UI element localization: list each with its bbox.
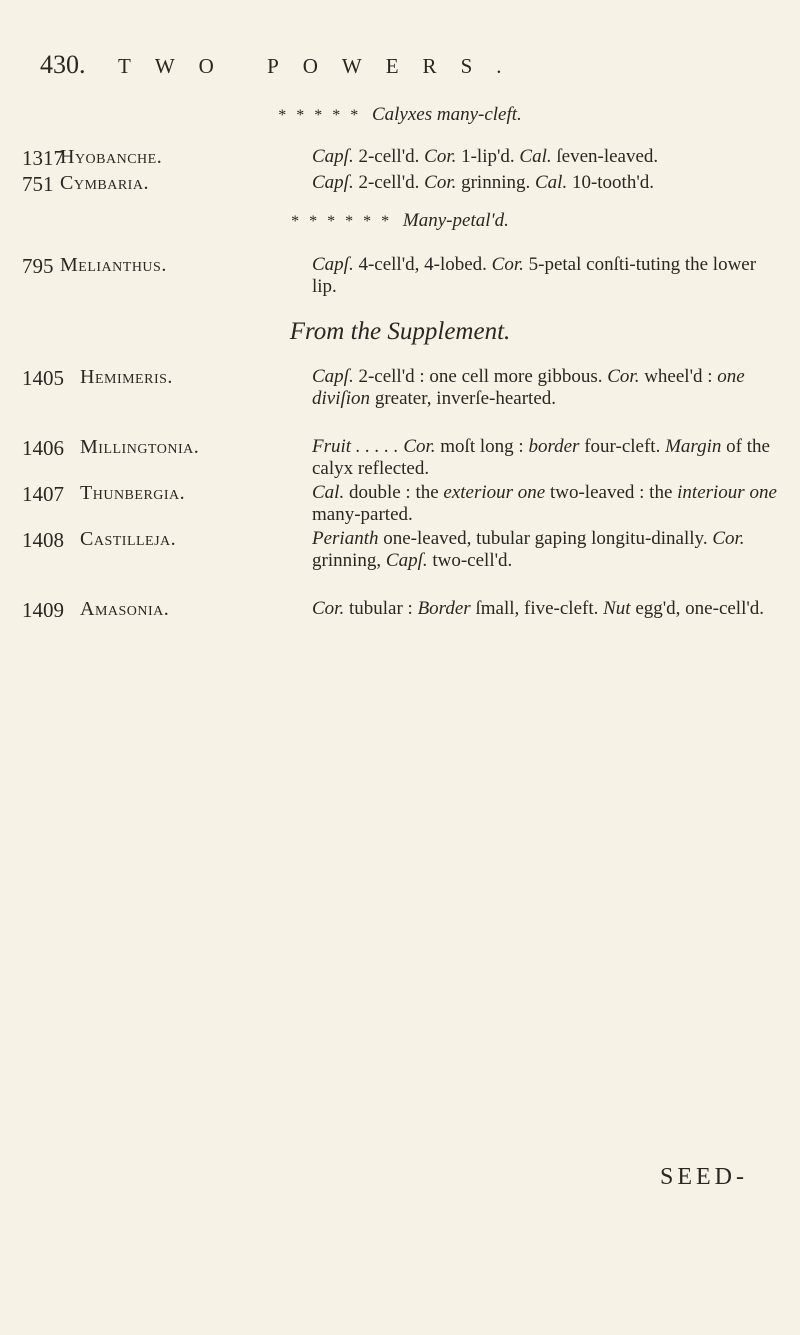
- page-header: [40, 42, 760, 82]
- desc-italic: Capſ.: [385, 550, 428, 571]
- desc-text: wheel'd :: [639, 366, 718, 387]
- entry-number: 795: [22, 254, 54, 278]
- entry-number: 1408: [22, 528, 64, 552]
- running-title: TWO POWERS.: [118, 54, 526, 78]
- desc-text: of the calyx reflected.: [312, 436, 770, 479]
- catchword: SEED-: [660, 1164, 748, 1190]
- section-title: Many-petal'd.: [402, 210, 509, 231]
- supplement-heading: From the Supplement.: [289, 318, 511, 345]
- section-title: Calyxes many-cleft.: [371, 104, 522, 125]
- genus-name: Cymbaria.: [60, 172, 149, 194]
- entry-description: [312, 172, 780, 194]
- desc-text: greater, inverſe-hearted.: [370, 388, 557, 409]
- desc-abbrev: Capſ.: [312, 146, 354, 167]
- entry-description: [312, 254, 780, 298]
- desc-text: 2-cell'd : one cell more gibbous.: [353, 366, 608, 387]
- desc-text: grinning.: [456, 172, 535, 193]
- entry-description: [312, 366, 780, 410]
- section-stars: * * * * *: [278, 107, 362, 124]
- desc-abbrev: Capſ.: [312, 172, 354, 193]
- desc-italic: exteriour one: [443, 482, 546, 503]
- entry-number: 1317: [22, 146, 64, 170]
- genus-name: Thunbergia.: [80, 482, 186, 504]
- desc-italic: Border: [417, 598, 471, 619]
- desc-text: one-leaved, tubular gaping longitu-dinally.: [378, 528, 713, 549]
- genus-name: Hemimeris.: [80, 366, 173, 388]
- genus-name: Melianthus.: [60, 254, 167, 276]
- desc-text: ſeven-leaved.: [551, 146, 659, 167]
- desc-abbrev: Cor.: [424, 146, 457, 167]
- desc-text: ſmall, five-cleft.: [470, 598, 604, 619]
- genus-name: Castilleja.: [80, 528, 177, 550]
- entry-number: 1406: [22, 436, 64, 460]
- desc-text: two-cell'd.: [427, 550, 513, 571]
- desc-text: double : the: [344, 482, 444, 503]
- desc-abbrev: Cal.: [519, 146, 552, 167]
- genus-name: Amasonia.: [80, 598, 170, 620]
- desc-text: many-parted.: [312, 504, 413, 525]
- desc-italic: Cal.: [312, 482, 345, 503]
- desc-italic: interiour one: [677, 482, 777, 503]
- entry-description: [312, 146, 780, 168]
- desc-italic: Margin: [665, 436, 722, 457]
- desc-text: tubular :: [344, 598, 418, 619]
- desc-italic: border: [528, 436, 580, 457]
- entry-number: 1405: [22, 366, 64, 390]
- desc-abbrev: Cor.: [424, 172, 457, 193]
- desc-italic: Cor.: [403, 436, 436, 457]
- desc-text: four-cleft.: [579, 436, 666, 457]
- entry-description: [312, 482, 780, 526]
- section-heading-many-petald: [0, 210, 800, 232]
- desc-italic: Nut: [603, 598, 631, 619]
- genus-name: Millingtonia.: [80, 436, 200, 458]
- entry-description: [312, 598, 780, 620]
- entry-description: [312, 528, 780, 572]
- desc-text: egg'd, one-cell'd.: [630, 598, 765, 619]
- desc-italic: Perianth: [312, 528, 379, 549]
- desc-text: 10-tooth'd.: [567, 172, 655, 193]
- entry-number: 751: [22, 172, 54, 196]
- desc-abbrev: Cor.: [491, 254, 524, 275]
- entry-description: [312, 436, 780, 480]
- desc-abbrev: Capſ.: [312, 254, 354, 275]
- desc-text: grinning,: [312, 550, 386, 571]
- desc-text: moſt long :: [435, 436, 529, 457]
- desc-italic: Cor.: [607, 366, 640, 387]
- desc-italic: one diviſion: [312, 366, 745, 409]
- section-heading-calyxes: [0, 104, 800, 126]
- desc-italic: Capſ.: [312, 366, 354, 387]
- desc-italic: Cor.: [312, 598, 345, 619]
- desc-text: 4-cell'd, 4-lobed.: [353, 254, 492, 275]
- entry-number: 1407: [22, 482, 64, 506]
- entry-number: 1409: [22, 598, 64, 622]
- desc-text: 1-lip'd.: [456, 146, 520, 167]
- desc-text: 2-cell'd.: [353, 172, 425, 193]
- desc-italic: Fruit . . . . .: [312, 436, 399, 457]
- desc-text: two-leaved : the: [545, 482, 678, 503]
- section-stars: * * * * * *: [291, 213, 393, 230]
- desc-abbrev: Cal.: [535, 172, 568, 193]
- desc-text: 5-petal conſti-tuting the lower lip.: [312, 254, 757, 297]
- genus-name: Hyobanche.: [60, 146, 163, 168]
- desc-text: 2-cell'd.: [353, 146, 425, 167]
- desc-italic: Cor.: [712, 528, 745, 549]
- page-number: 430.: [40, 50, 86, 79]
